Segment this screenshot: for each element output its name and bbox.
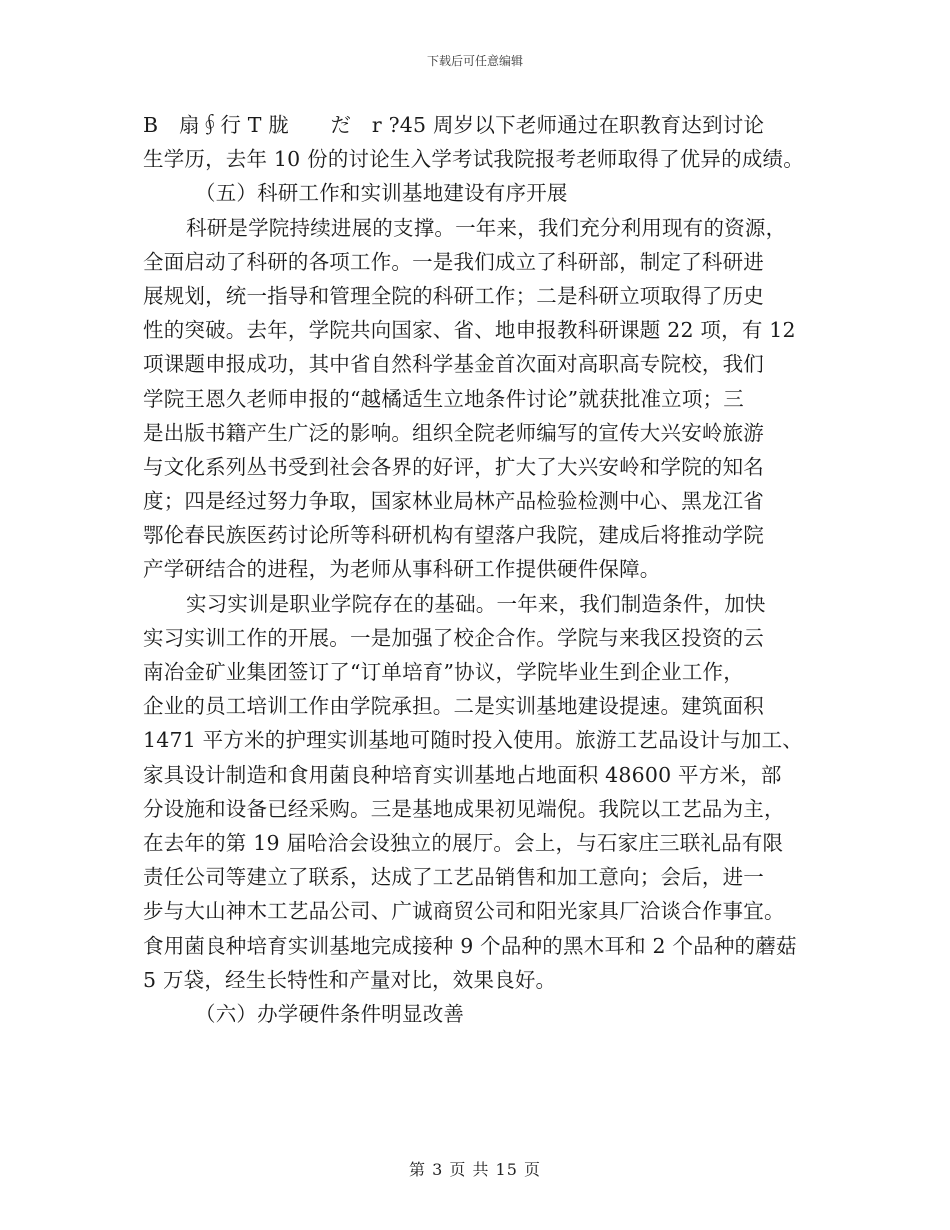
text-line: 展规划，统一指导和管理全院的科研工作；二是科研立项取得了历史 — [143, 283, 764, 308]
text-line: 责任公司等建立了联系，达成了工艺品销售和加工意向；会后，进一 — [143, 865, 764, 890]
text-line: 学院王恩久老师申报的“越橘适生立地条件讨论”就获批准立项；三 — [143, 386, 744, 411]
section-heading: （五）科研工作和实训基地建设有序开展 — [195, 181, 568, 206]
text-line: 度；四是经过努力争取，国家林业局林产品检验检测中心、黑龙江省 — [143, 489, 764, 514]
text-line: 生学历，去年 10 份的讨论生入学考试我院报考老师取得了优异的成绩。 — [143, 147, 804, 172]
text-line: 鄂伦春民族医药讨论所等科研机构有望落户我院，建成后将推动学院 — [143, 523, 764, 548]
text-line: 项课题申报成功，其中省自然科学基金首次面对高职高专院校，我们 — [143, 352, 764, 377]
text-line: 步与大山神木工艺品公司、广诚商贸公司和阳光家具厂洽谈合作事宜。 — [143, 899, 785, 924]
text-line: 1471 平方米的护理实训基地可随时投入使用。旅游工艺品设计与加工、 — [143, 728, 803, 753]
section-heading: （六）办学硬件条件明显改善 — [195, 1001, 465, 1026]
text-line: 家具设计制造和食用菌良种培育实训基地占地面积 48600 平方米，部 — [143, 762, 782, 787]
text-line: 是出版书籍产生广泛的影响。组织全院老师编写的宣传大兴安岭旅游 — [143, 420, 764, 445]
text-line: 与文化系列丛书受到社会各界的好评，扩大了大兴安岭和学院的知名 — [143, 454, 764, 479]
text-line: 企业的员工培训工作由学院承担。二是实训基地建设提速。建筑面积 — [143, 694, 764, 719]
document-body — [143, 108, 823, 1031]
text-line: 在去年的第 19 届哈洽会设独立的展厅。会上，与石家庄三联礼品有限 — [143, 830, 784, 855]
text-line: 实习实训工作的开展。一是加强了校企合作。学院与来我区投资的云 — [143, 625, 764, 650]
text-line: 产学研结合的进程，为老师从事科研工作提供硬件保障。 — [143, 557, 661, 582]
text-line: 性的突破。去年，学院共向国家、省、地申报教科研课题 22 项，有 12 — [143, 318, 796, 343]
text-line: 科研是学院持续进展的支撑。一年来，我们充分利用现有的资源， — [186, 215, 787, 240]
text-line: 分设施和设备已经采购。三是基地成果初见端倪。我院以工艺品为主， — [143, 796, 785, 821]
text-line: 食用菌良种培育实训基地完成接种 9 个品种的黑木耳和 2 个品种的蘑菇 — [143, 933, 797, 958]
page-header: 下载后可任意编辑 — [426, 54, 523, 68]
text-line: 实习实训是职业学院存在的基础。一年来，我们制造条件，加快 — [186, 591, 766, 616]
text-line: B 扇∮行 T 胧 だ r ?45 周岁以下老师通过在职教育达到讨论 — [143, 113, 765, 137]
text-line: 5 万袋，经生长特性和产量对比，效果良好。 — [143, 967, 557, 992]
page-number: 第 3 页 共 15 页 — [409, 1160, 541, 1179]
text-line: 南冶金矿业集团签订了“订单培育”协议，学院毕业生到企业工作， — [143, 660, 744, 684]
text-line: 全面启动了科研的各项工作。一是我们成立了科研部，制定了科研进 — [143, 249, 764, 274]
